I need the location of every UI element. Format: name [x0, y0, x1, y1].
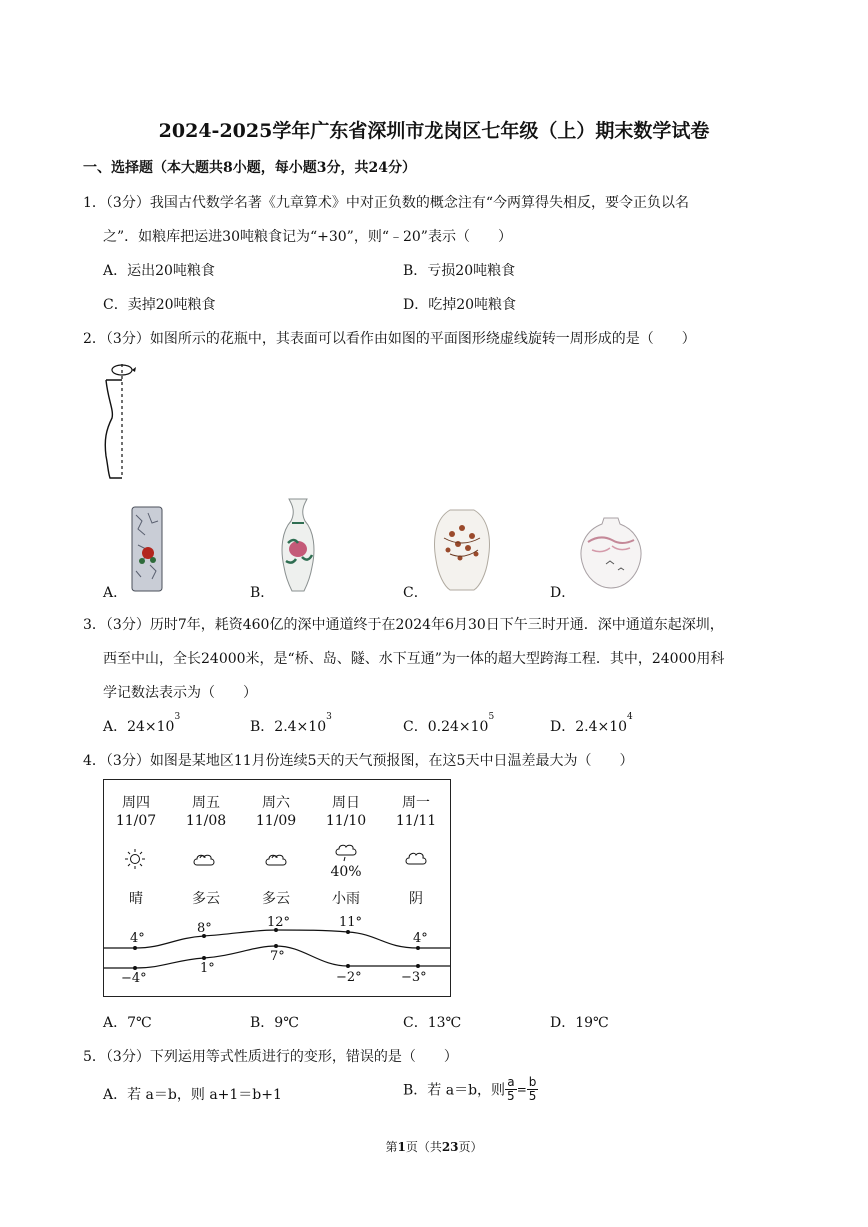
- date-label: 11/10: [325, 813, 367, 829]
- q2-option-c: C．: [403, 585, 428, 601]
- high-temp-label: 4°: [413, 931, 428, 946]
- section-heading: 一、选择题（本大题共8小题，每小题3分，共24分）: [83, 160, 416, 176]
- low-temp-label: −4°: [121, 971, 147, 986]
- weekday-label: 周四: [122, 795, 150, 811]
- q2-option-a: A．: [103, 585, 128, 601]
- weather-description: 多云: [192, 891, 220, 907]
- low-temp-point: [416, 964, 420, 968]
- low-temp-label: −3°: [401, 970, 427, 985]
- weather-description: 多云: [262, 891, 290, 907]
- q3-option-a: A．$24\times 10^3$: [103, 712, 181, 735]
- low-temp-label: 7°: [270, 949, 285, 964]
- date-label: 11/08: [185, 813, 227, 829]
- q4-option-a: A．7℃: [103, 1015, 152, 1031]
- date-label: 11/09: [255, 813, 297, 829]
- q4-option-c: C．13℃: [403, 1015, 462, 1031]
- question-3-line-3: 学记数法表示为（ ）: [103, 685, 257, 701]
- q1-option-b: B．亏损20吨粮食: [403, 263, 516, 279]
- baluster-vase-image: [278, 497, 318, 593]
- q2-option-d: D．: [550, 585, 576, 601]
- weather-description: 小雨: [332, 891, 360, 907]
- cylinder-vase-image: [128, 505, 166, 593]
- round-vase-image: [578, 516, 644, 592]
- low-temp-point: [202, 956, 206, 960]
- date-label: 11/11: [395, 813, 437, 829]
- weather-description: 晴: [129, 891, 143, 907]
- fraction-a-over-5: $\frac{a}{5}$: [507, 1075, 515, 1103]
- question-4-line-1: 4．（3分）如图是某地区11月份连续5天的天气预报图，在这5天中日温差最大为（ ）: [83, 753, 634, 769]
- rotation-profile-figure: [98, 360, 148, 484]
- question-5-line-1: 5．（3分）下列运用等式性质进行的变形，错误的是（ ）: [83, 1049, 458, 1065]
- high-temp-point: [133, 946, 137, 950]
- q5-option-a: A．若 a＝b，则 a+1＝b+1: [103, 1087, 282, 1103]
- q4-option-d: D．19℃: [550, 1015, 609, 1031]
- low-temp-label: 1°: [200, 961, 215, 976]
- weather-forecast-figure: [103, 779, 451, 997]
- high-temp-label: 11°: [339, 915, 363, 930]
- date-label: 11/07: [115, 813, 157, 829]
- q5-option-b: B．若 a＝b，则 $\frac{a}{5}$ = $\frac{b}{5}$: [403, 1075, 537, 1103]
- fraction-b-over-5: $\frac{b}{5}$: [528, 1075, 537, 1103]
- question-3-line-1: 3．（3分）历时7年，耗资460亿的深中通道终于在2024年6月30日下午三时开通．深中通道东起深圳，: [83, 617, 724, 633]
- q1-option-c: C．卖掉20吨粮食: [103, 297, 216, 313]
- high-temp-label: 4°: [130, 931, 145, 946]
- weekday-label: 周日: [332, 795, 360, 811]
- high-temp-point: [346, 930, 350, 934]
- high-temp-label: 8°: [197, 921, 212, 936]
- weekday-label: 周五: [192, 795, 220, 811]
- low-temp-point: [274, 944, 278, 948]
- weekday-label: 周一: [402, 795, 430, 811]
- precipitation-probability: 40%: [330, 864, 362, 880]
- q2-option-b: B．: [250, 585, 275, 601]
- q1-option-d: D．吃掉20吨粮食: [403, 297, 517, 313]
- page-footer: 第1页（共23页）: [385, 1140, 483, 1154]
- question-1-line-2: 之”．如粮库把运进30吨粮食记为“+30”，则“﹣20”表示（ ）: [103, 229, 512, 245]
- page-title: 2024-2025学年广东省深圳市龙岗区七年级（上）期末数学试卷: [158, 120, 710, 142]
- question-1-line-1: 1．（3分）我国古代数学名著《九章算术》中对正负数的概念注有“今两算得失相反，要令正负以名: [83, 195, 689, 211]
- weekday-label: 周六: [262, 795, 290, 811]
- q3-option-c: C．$0.24\times 10^5$: [403, 712, 495, 735]
- question-2-line-1: 2．（3分）如图所示的花瓶中，其表面可以看作由如图的平面图形绕虚线旋转一周形成的是（ ）: [83, 331, 696, 347]
- high-temp-point: [416, 946, 420, 950]
- weather-description: 阴: [409, 891, 423, 907]
- q3-option-d: D．$2.4\times 10^4$: [550, 712, 633, 735]
- low-temp-point: [133, 966, 137, 970]
- low-temp-label: −2°: [336, 970, 362, 985]
- q3-option-b: B．$2.4\times 10^3$: [250, 712, 332, 735]
- high-temp-label: 12°: [267, 915, 291, 930]
- q4-option-b: B．9℃: [250, 1015, 299, 1031]
- ovoid-vase-image: [430, 508, 494, 592]
- q1-option-a: A．运出20吨粮食: [103, 263, 215, 279]
- low-temp-point: [346, 964, 350, 968]
- question-3-line-2: 西至中山，全长24000米，是“桥、岛、隧、水下互通”为一体的超大型跨海工程．其中，24000用科: [103, 651, 725, 667]
